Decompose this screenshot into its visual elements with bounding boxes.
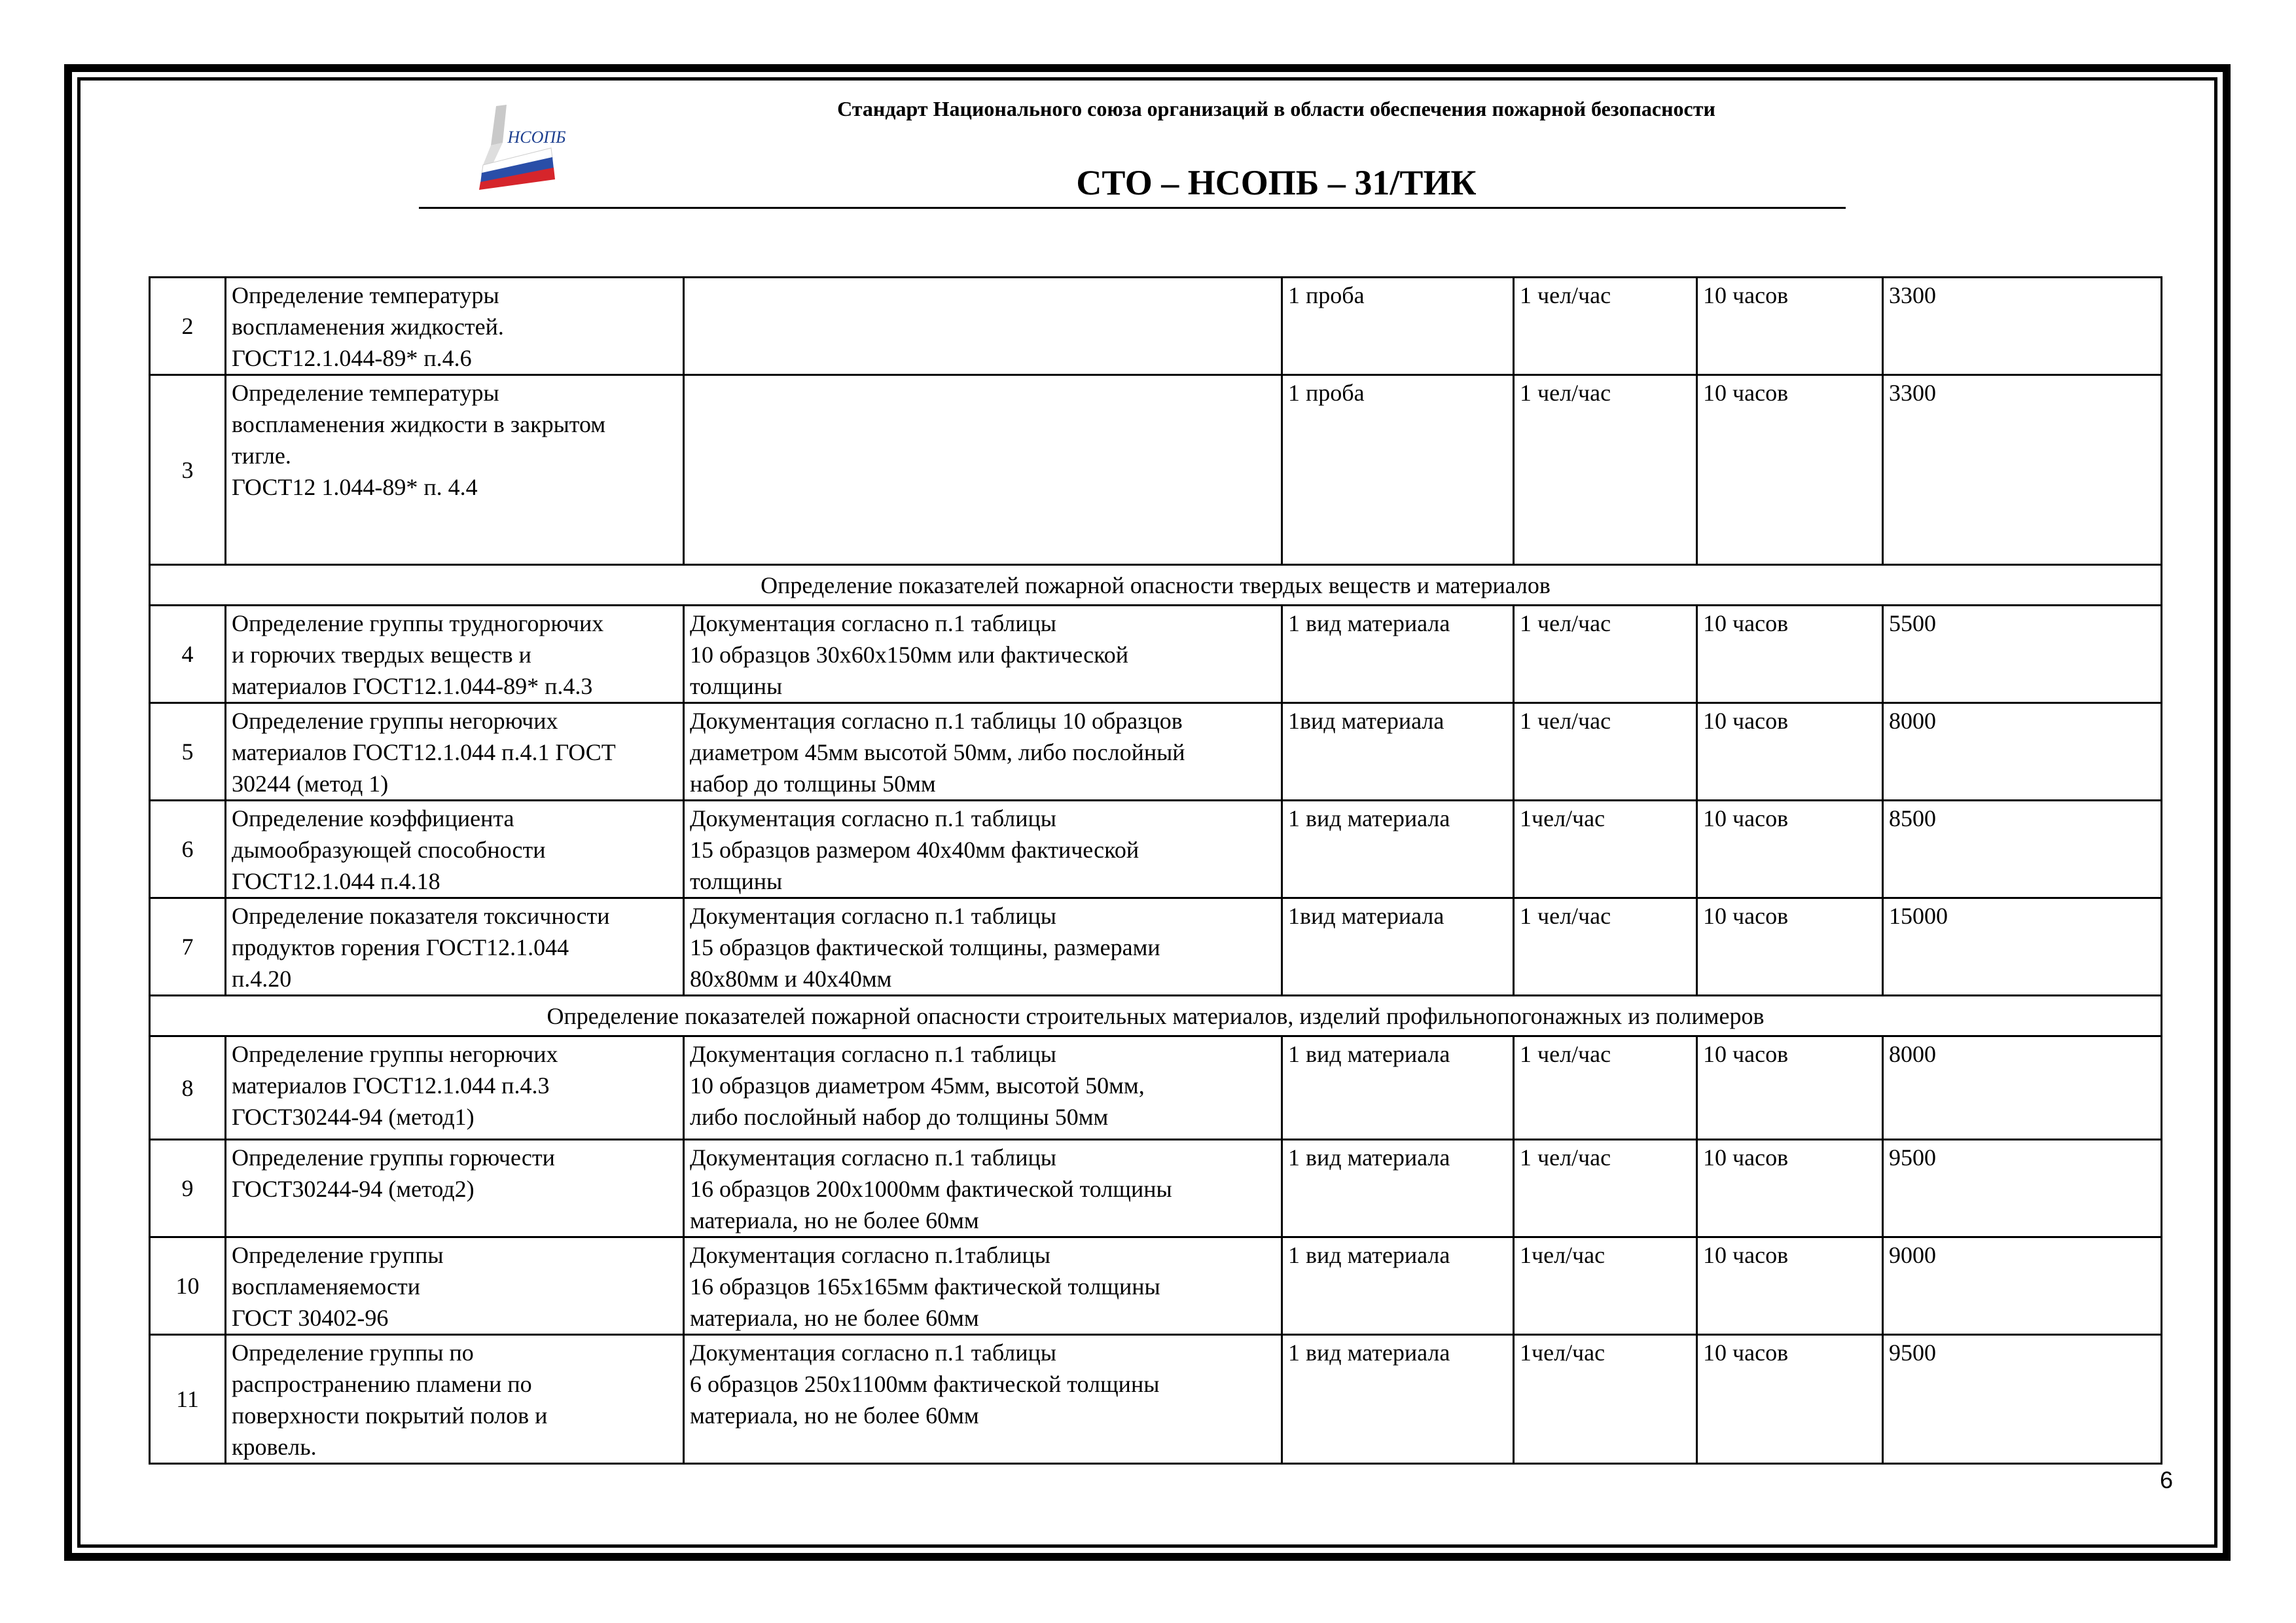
- cell-line: Определение группы по: [232, 1340, 474, 1366]
- cell-line: ГОСТ12.1.044-89* п.4.6: [232, 345, 472, 371]
- cell-line: Документация согласно п.1 таблицы: [690, 903, 1056, 929]
- test-name-cell: [226, 1237, 684, 1335]
- cell-line: 10 образцов 30х60х150мм или фактической: [690, 642, 1129, 668]
- price-cell: 9500: [1883, 1335, 2162, 1464]
- test-name-cell: [226, 1335, 684, 1464]
- section-title: Определение показателей пожарной опасности строительных материалов, изделий профильнопогонажных из полимеров: [150, 996, 2162, 1036]
- sample-description-cell: [684, 898, 1282, 996]
- labor-cell: 1 чел/час: [1514, 278, 1697, 375]
- row-number: 6: [150, 801, 226, 898]
- cell-line: воспламенения жидкости в закрытом: [232, 411, 606, 437]
- row-number: 10: [150, 1237, 226, 1335]
- row-number: 2: [150, 278, 226, 375]
- table-row: [150, 1335, 2162, 1464]
- sample-description-cell: [684, 1237, 1282, 1335]
- duration-cell: 10 часов: [1697, 703, 1883, 801]
- duration-cell: 10 часов: [1697, 1237, 1883, 1335]
- table-row: [150, 898, 2162, 996]
- table-row: [150, 1140, 2162, 1237]
- unit-cell: 1 вид материала: [1282, 1036, 1514, 1140]
- cell-line: ГОСТ30244-94 (метод2): [232, 1176, 475, 1202]
- test-name-cell: [226, 375, 684, 565]
- table-row: [150, 1237, 2162, 1335]
- cell-line: 16 образцов 165х165мм фактической толщины: [690, 1273, 1160, 1300]
- cell-line: 15 образцов фактической толщины, размерами: [690, 934, 1160, 960]
- unit-cell: 1 вид материала: [1282, 606, 1514, 703]
- sample-description-cell: [684, 278, 1282, 375]
- cell-line: Определение группы негорючих: [232, 708, 558, 734]
- labor-cell: 1 чел/час: [1514, 898, 1697, 996]
- cell-line: материалов ГОСТ12.1.044 п.4.3: [232, 1072, 550, 1099]
- table-row: [150, 703, 2162, 801]
- test-name-cell: [226, 1140, 684, 1237]
- cell-line: набор до толщины 50мм: [690, 771, 936, 797]
- table-row: [150, 1036, 2162, 1140]
- unit-cell: 1вид материала: [1282, 703, 1514, 801]
- sample-description-cell: [684, 1036, 1282, 1140]
- cell-line: Документация согласно п.1 таблицы: [690, 805, 1056, 831]
- duration-cell: 10 часов: [1697, 898, 1883, 996]
- unit-cell: 1 проба: [1282, 375, 1514, 565]
- cell-line: Определение коэффициента: [232, 805, 514, 831]
- section-header-row: [150, 565, 2162, 606]
- labor-cell: 1чел/час: [1514, 1237, 1697, 1335]
- labor-cell: 1 чел/час: [1514, 1036, 1697, 1140]
- labor-cell: 1 чел/час: [1514, 1140, 1697, 1237]
- header-rule: [419, 207, 1846, 209]
- price-cell: 8500: [1883, 801, 2162, 898]
- cell-line: 10 образцов диаметром 45мм, высотой 50мм,: [690, 1072, 1145, 1099]
- cell-line: поверхности покрытий полов и: [232, 1402, 548, 1429]
- cell-line: распространению пламени по: [232, 1371, 532, 1397]
- row-number: 8: [150, 1036, 226, 1140]
- sample-description-cell: [684, 1335, 1282, 1464]
- cell-line: Определение группы негорючих: [232, 1041, 558, 1067]
- table-row: [150, 801, 2162, 898]
- cell-line: Документация согласно п.1 таблицы 10 образцов: [690, 708, 1183, 734]
- cell-line: ГОСТ 30402-96: [232, 1305, 389, 1331]
- cell-line: материала, но не более 60мм: [690, 1207, 979, 1233]
- unit-cell: 1 вид материала: [1282, 1335, 1514, 1464]
- labor-cell: 1 чел/час: [1514, 606, 1697, 703]
- cell-line: 30244 (метод 1): [232, 771, 389, 797]
- price-cell: 8000: [1883, 1036, 2162, 1140]
- price-cell: 8000: [1883, 703, 2162, 801]
- labor-cell: 1чел/час: [1514, 801, 1697, 898]
- price-cell: 3300: [1883, 375, 2162, 565]
- duration-cell: 10 часов: [1697, 606, 1883, 703]
- svg-text:НСОПБ: НСОПБ: [507, 128, 566, 147]
- cell-line: толщины: [690, 868, 783, 894]
- labor-cell: 1чел/час: [1514, 1335, 1697, 1464]
- cell-line: Определение группы горючести: [232, 1144, 555, 1171]
- duration-cell: 10 часов: [1697, 1036, 1883, 1140]
- cell-line: Документация согласно п.1 таблицы: [690, 1144, 1056, 1171]
- duration-cell: 10 часов: [1697, 1140, 1883, 1237]
- cell-line: толщины: [690, 673, 783, 699]
- test-name-cell: [226, 898, 684, 996]
- price-cell: 9000: [1883, 1237, 2162, 1335]
- table-row: [150, 606, 2162, 703]
- cell-line: материала, но не более 60мм: [690, 1305, 979, 1331]
- cell-line: материалов ГОСТ12.1.044-89* п.4.3: [232, 673, 593, 699]
- page-number: 6: [2159, 1467, 2173, 1493]
- document-code: СТО – НСОПБ – 31/ТИК: [1076, 163, 1477, 202]
- nsopb-logo: [471, 105, 569, 190]
- cell-line: Документация согласно п.1 таблицы: [690, 610, 1056, 636]
- cell-line: Определение температуры: [232, 380, 499, 406]
- price-cell: 9500: [1883, 1140, 2162, 1237]
- sample-description-cell: [684, 606, 1282, 703]
- cell-line: ГОСТ30244-94 (метод1): [232, 1104, 475, 1130]
- cell-line: и горючих твердых веществ и: [232, 642, 531, 668]
- cell-line: либо послойный набор до толщины 50мм: [690, 1104, 1109, 1130]
- price-table: [149, 276, 2162, 1465]
- test-name-cell: [226, 703, 684, 801]
- sample-description-cell: [684, 375, 1282, 565]
- cell-line: Документация согласно п.1 таблицы: [690, 1041, 1056, 1067]
- row-number: 11: [150, 1335, 226, 1464]
- cell-line: ГОСТ12 1.044-89* п. 4.4: [232, 474, 478, 500]
- unit-cell: 1 вид материала: [1282, 801, 1514, 898]
- unit-cell: 1 вид материала: [1282, 1140, 1514, 1237]
- cell-line: материалов ГОСТ12.1.044 п.4.1 ГОСТ: [232, 739, 616, 765]
- cell-line: 16 образцов 200х1000мм фактической толщины: [690, 1176, 1172, 1202]
- cell-line: Документация согласно п.1таблицы: [690, 1242, 1050, 1268]
- unit-cell: 1вид материала: [1282, 898, 1514, 996]
- table-row: [150, 375, 2162, 565]
- cell-line: 80х80мм и 40х40мм: [690, 966, 892, 992]
- row-number: 9: [150, 1140, 226, 1237]
- cell-line: воспламенения жидкостей.: [232, 314, 504, 340]
- labor-cell: 1 чел/час: [1514, 375, 1697, 565]
- cell-line: ГОСТ12.1.044 п.4.18: [232, 868, 440, 894]
- row-number: 7: [150, 898, 226, 996]
- cell-line: диаметром 45мм высотой 50мм, либо послойный: [690, 739, 1185, 765]
- cell-line: воспламеняемости: [232, 1273, 421, 1300]
- row-number: 4: [150, 606, 226, 703]
- test-name-cell: [226, 1036, 684, 1140]
- cell-line: тигле.: [232, 443, 291, 469]
- section-header-row: [150, 996, 2162, 1036]
- table-row: [150, 278, 2162, 375]
- cell-line: 15 образцов размером 40х40мм фактической: [690, 837, 1139, 863]
- duration-cell: 10 часов: [1697, 801, 1883, 898]
- unit-cell: 1 проба: [1282, 278, 1514, 375]
- org-title: Стандарт Национального союза организаций в области обеспечения пожарной безопасности: [837, 97, 1715, 120]
- section-title: Определение показателей пожарной опасности твердых веществ и материалов: [150, 565, 2162, 606]
- cell-line: кровель.: [232, 1434, 317, 1460]
- cell-line: продуктов горения ГОСТ12.1.044: [232, 934, 569, 960]
- row-number: 3: [150, 375, 226, 565]
- price-cell: 3300: [1883, 278, 2162, 375]
- labor-cell: 1 чел/час: [1514, 703, 1697, 801]
- test-name-cell: [226, 606, 684, 703]
- cell-line: Определение группы: [232, 1242, 444, 1268]
- test-name-cell: [226, 801, 684, 898]
- price-cell: 5500: [1883, 606, 2162, 703]
- cell-line: материала, но не более 60мм: [690, 1402, 979, 1429]
- cell-line: 6 образцов 250х1100мм фактической толщины: [690, 1371, 1160, 1397]
- cell-line: Определение показателя токсичности: [232, 903, 610, 929]
- duration-cell: 10 часов: [1697, 1335, 1883, 1464]
- cell-line: п.4.20: [232, 966, 292, 992]
- row-number: 5: [150, 703, 226, 801]
- test-name-cell: [226, 278, 684, 375]
- duration-cell: 10 часов: [1697, 278, 1883, 375]
- cell-line: Определение группы трудногорючих: [232, 610, 604, 636]
- unit-cell: 1 вид материала: [1282, 1237, 1514, 1335]
- sample-description-cell: [684, 703, 1282, 801]
- price-cell: 15000: [1883, 898, 2162, 996]
- duration-cell: 10 часов: [1697, 375, 1883, 565]
- sample-description-cell: [684, 1140, 1282, 1237]
- cell-line: Определение температуры: [232, 282, 499, 308]
- cell-line: дымообразующей способности: [232, 837, 546, 863]
- cell-line: Документация согласно п.1 таблицы: [690, 1340, 1056, 1366]
- sample-description-cell: [684, 801, 1282, 898]
